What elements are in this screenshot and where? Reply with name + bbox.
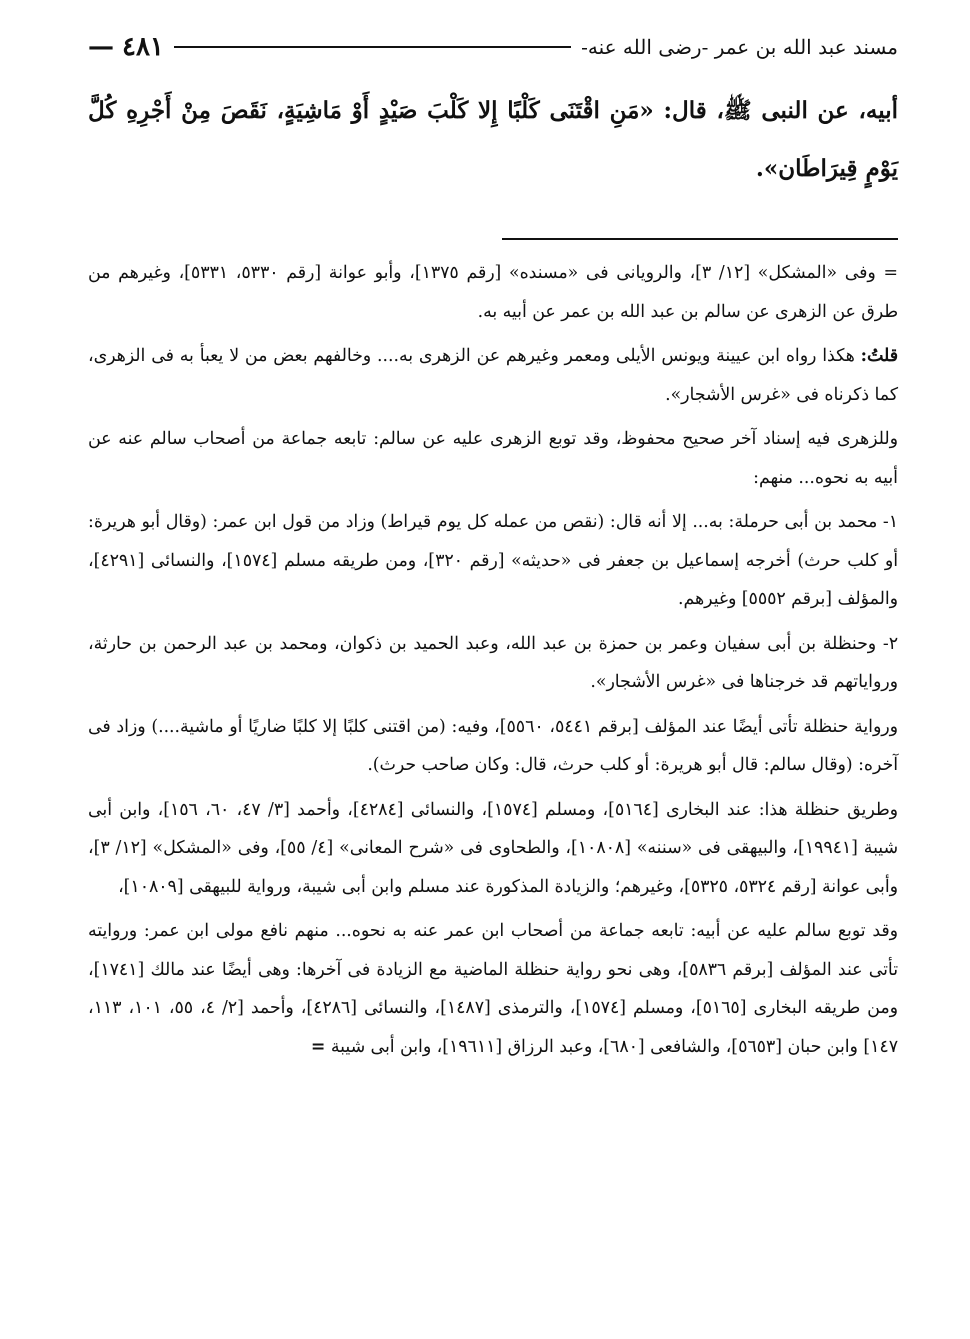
- footnote-paragraph: = وفى «المشكل» [١٢/ ٣]، والرويانى فى «مسنده» [رقم ١٣٧٥]، وأبو عوانة [رقم ٥٣٣٠، ٥٣٣١]، وغيرهم من طرق عن الزهرى عن سالم بن عبد الله بن عمر عن أبيه به.: [88, 263, 898, 322]
- hadith-quote: «مَنِ اقْتَنَى كَلْبًا إِلا كَلْبَ صَيْدٍ أَوْ مَاشِيَةٍ، نَقَصَ مِنْ أَجْرِهِ كُلَّ يَوْمٍ قِيرَاطَان».: [88, 97, 898, 182]
- footnote-lead: قلتُ:: [860, 346, 898, 366]
- footnote-paragraph: ٢- وحنظلة بن أبى سفيان وعمر بن حمزة بن عبد الله، وعبد الحميد بن ذكوان، ومحمد بن عبد الرحمن بن حارثة، ورواياتهم قد خرجناها فى «غرس الأشجار».: [88, 633, 898, 692]
- footnote-text: وقد توبع سالم عليه عن أبيه: تابعه جماعة من أصحاب ابن عمر عنه به نحوه... منهم نافع مولى ابن عمر: وروايته تأتى عند المؤلف [برقم ٥٨٣٦]، وهى نحو رواية حنظلة الماضية مع الزيادة فى آخرها: وهى أيضًا عند مالك [١٧٤١]، ومن طريقه البخارى [٥١٦٥]، ومسلم [١٥٧٤]، والترمذى [١٤٨٧]، والنسائى [٤٢٨٦]، وأحمد [٢/ ٤، ٥٥، ١٠١، ١١٣، ١٤٧] وابن حبان [٥٦٥٣]، والشافعى [٦٨٠]، وعبد الرزاق [١٩٦١١]، وابن أبى شيبة: [88, 921, 898, 1057]
- footnote-paragraph: [88, 337, 898, 414]
- page-number: ٤٨١: [122, 32, 164, 62]
- hadith-text: [88, 82, 898, 198]
- footnote-paragraph: ١- محمد بن أبى حرملة: به... إلا أنه قال: (نقص من عمله كل يوم قيراط) وزاد من قول ابن عمر: (وقال أبو هريرة: أو كلب حرث) أخرجه إسماعيل بن جعفر فى «حديثه» [رقم ٣٢٠]، ومن طريقه مسلم [١٥٧٤]، والنسائى [٤٢٩١]، والمؤلف [برقم ٥٥٥٢] وغيرهم.: [88, 512, 899, 609]
- header-dash: —: [88, 32, 114, 62]
- continuation-mark: =: [310, 1036, 326, 1057]
- footnote-text: هكذا رواه ابن عيينة ويونس الأيلى ومعمر وغيرهم عن الزهرى به.... وخالفهم بعض من لا يعبأ به فى الزهرى، كما ذكرناه فى «غرس الأشجار».: [88, 346, 898, 405]
- footnote-paragraph: ورواية حنظلة تأتى أيضًا عند المؤلف [برقم ٥٤٤١، ٥٥٦٠]، وفيه: (من اقتنى كلبًا إلا كلبًا ضاريًا أو ماشية....) وزاد فى آخره: (وقال سالم: قال أبو هريرة: أو كلب حرث، قال: وكان صاحب حرث).: [88, 716, 898, 775]
- footnote-separator: [502, 238, 898, 240]
- footnote-paragraph: وللزهرى فيه إسناد آخر صحيح محفوظ، وقد توبع الزهرى عليه عن سالم: تابعه جماعة من أصحاب سالم عنه عن أبيه به نحوه... منهم:: [88, 429, 898, 488]
- book-page: [88, 26, 898, 1072]
- header-rule: [174, 46, 571, 48]
- hadith-intro: أبيه، عن النبى ﷺ، قال:: [653, 97, 898, 124]
- footnotes: [88, 254, 898, 1066]
- header-title: مسند عبد الله بن عمر -رضى الله عنه-: [581, 35, 898, 59]
- running-header: [88, 26, 898, 68]
- footnote-paragraph: [88, 912, 898, 1066]
- footnote-paragraph: وطريق حنظلة هذا: عند البخارى [٥١٦٤]، ومسلم [١٥٧٤]، والنسائى [٤٢٨٤]، وأحمد [٣/ ٤٧، ٦٠، ١٥٦]، وابن أبى شيبة [١٩٩٤١]، والبيهقى فى «سننه» [١٠٨٠٨]، والطحاوى فى «شرح المعانى» [٤/ ٥٥]، وفى «المشكل» [١٢/ ٣]، وأبى عوانة [رقم ٥٣٢٤، ٥٣٢٥]، وغيرهم؛ والزيادة المذكورة عند مسلم وابن أبى شيبة، ورواية للبيهقى [١٠٨٠٩]،: [88, 799, 898, 897]
